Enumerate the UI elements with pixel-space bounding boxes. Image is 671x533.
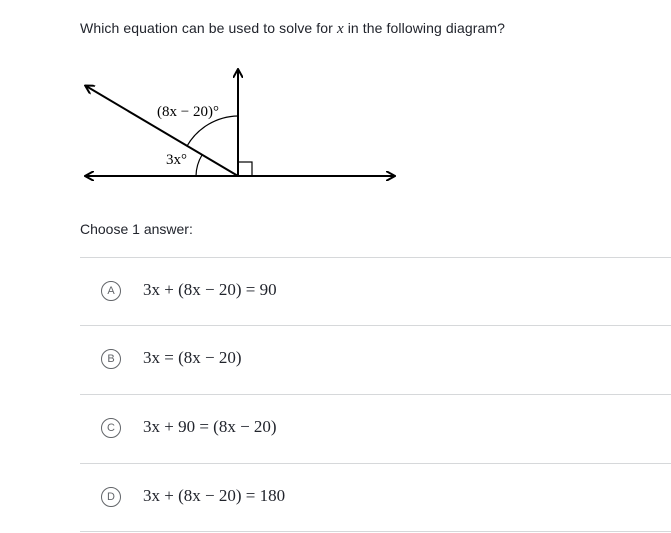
upper-angle-label: (8x − 20)°	[157, 104, 219, 120]
choice-c[interactable]	[80, 395, 671, 463]
choice-letter-b: B	[101, 349, 121, 369]
choice-equation-d: 3x + (8x − 20) = 180	[143, 486, 286, 505]
choice-equation-c: 3x + 90 = (8x − 20)	[143, 417, 277, 436]
question-text	[80, 20, 505, 38]
choice-a[interactable]	[80, 258, 671, 326]
choice-b[interactable]	[80, 326, 671, 394]
choice-equation-a: 3x + (8x − 20) = 90	[143, 280, 277, 299]
question-text-end: in the following diagram?	[343, 20, 506, 36]
upper-angle-arc	[187, 116, 238, 146]
question-text-start: Which equation can be used to solve for	[80, 20, 337, 36]
choice-equation-b: 3x = (8x − 20)	[143, 348, 242, 367]
question-variable: x	[336, 21, 344, 37]
lower-angle-label: 3x°	[166, 152, 187, 168]
choice-letter-d: D	[101, 487, 121, 507]
choice-letter-c: C	[101, 418, 121, 438]
choose-label: Choose 1 answer:	[80, 221, 193, 237]
right-angle-marker	[238, 162, 252, 176]
angle-diagram	[74, 60, 414, 190]
choice-letter-a: A	[101, 281, 121, 301]
choice-d[interactable]	[80, 464, 671, 532]
divider	[80, 531, 671, 532]
diagonal-ray	[86, 86, 238, 176]
lower-angle-arc	[196, 155, 202, 176]
